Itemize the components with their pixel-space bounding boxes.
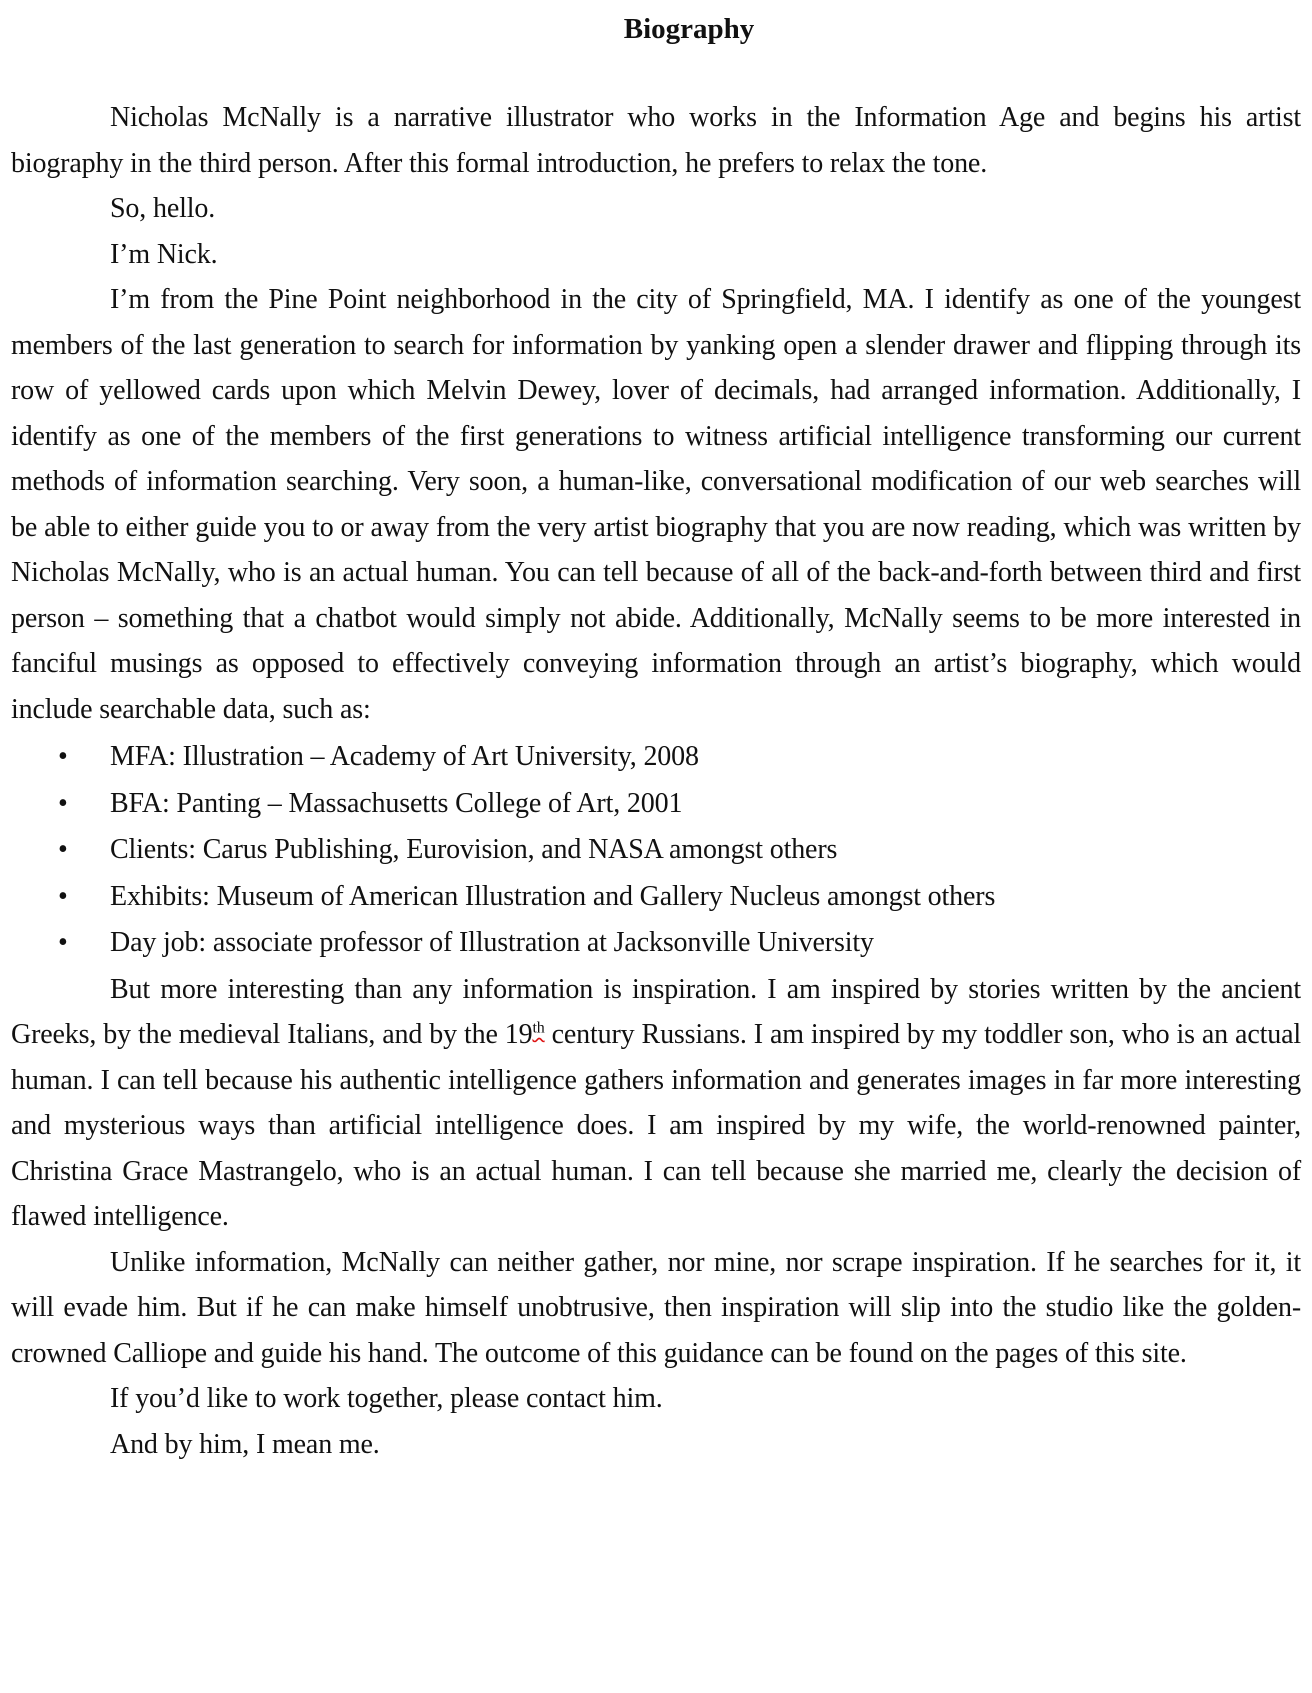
bullet-icon: •: [58, 880, 68, 912]
biography-text: [11, 95, 1301, 1467]
paragraph-muse: Unlike information, McNally can neither gather, nor mine, nor scrape inspiration. If he searches for it, it will evade him. But if he can make himself unobtrusive, then inspiration will slip into the studio like the golden-crowned Calliope and guide his hand. The outcome of this guidance can be found on the pages of this site.: [11, 1246, 1301, 1369]
inspiration-text-start: But more interesting than any information is inspiration. I am inspired by stories written by the ancient Greeks, by the medieval Italians, and by the 19: [11, 973, 1301, 1050]
paragraph-closing: And by him, I mean me.: [110, 1428, 380, 1460]
bullet-icon: •: [58, 927, 68, 958]
paragraph-background: I’m from the Pine Point neighborhood in the city of Springfield, MA. I identify as one of the youngest members of the last generation to search for information by yanking open a slender drawer and flipping through its row of yellowed cards upon which Melvin Dewey, lover of decimals, had arranged information. Additionally, I identify as one of the members of the first generations to witness artificial intelligence transforming our current methods of information searching. Very soon, a human-like, conversational modification of our web searches will be able to either guide you to or away from the very artist biography that you are now reading, which was written by Nicholas McNally, who is an actual human. You can tell because of all of the back-and-forth between third and first person – something that a chatbot would simply not abide. Additionally, McNally seems to be more interested in fanciful musings as opposed to effectively conveying information through an artist’s biography, which would include searchable data, such as:: [11, 284, 1301, 725]
list-item-text: BFA: Panting – Massachusetts College of Art, 2001: [110, 787, 683, 819]
paragraph-contact: If you’d like to work together, please contact him.: [110, 1383, 663, 1414]
list-item: [11, 827, 1301, 874]
list-item: [11, 874, 1301, 921]
bullet-icon: •: [58, 787, 68, 819]
list-item: [11, 781, 1301, 828]
page-title: Biography: [623, 13, 755, 45]
list-item-text: Day job: associate professor of Illustration at Jacksonville University: [110, 927, 874, 958]
list-item: [11, 920, 1301, 967]
credentials-list: [11, 734, 1301, 967]
bullet-icon: •: [58, 741, 68, 772]
inspiration-text-end: century Russians. I am inspired by my toddler son, who is an actual human. I can tell because his authentic intelligence gathers information and generates images in far more interesting and mysterious ways than artificial intelligence does. I am inspired by my wife, the world-renowned painter, Christina Grace Mastrangelo, who is an actual human. I can tell because she married me, clearly the decision of flawed intelligence.: [11, 1019, 1301, 1232]
list-item-text: Exhibits: Museum of American Illustration and Gallery Nucleus amongst others: [110, 880, 996, 912]
paragraph-hello: So, hello.: [110, 193, 216, 224]
ordinal-superscript: th: [532, 1019, 545, 1037]
list-item: [11, 734, 1301, 781]
paragraph-inspiration: [11, 967, 1301, 1240]
paragraph-name: I’m Nick.: [110, 238, 218, 270]
list-item-text: Clients: Carus Publishing, Eurovision, and NASA amongst others: [110, 834, 838, 865]
paragraph-intro: Nicholas McNally is a narrative illustrator who works in the Information Age and begins his artist biography in the third person. After this formal introduction, he prefers to relax the tone.: [11, 102, 1301, 179]
list-item-text: MFA: Illustration – Academy of Art University, 2008: [110, 741, 699, 772]
bullet-icon: •: [58, 834, 68, 865]
